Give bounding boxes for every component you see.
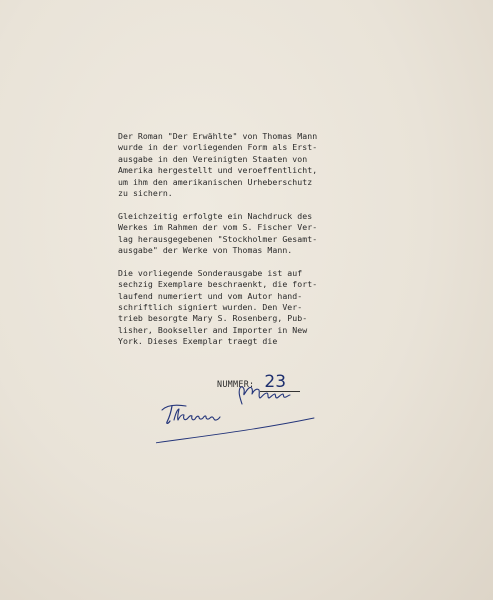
paragraph-2 [118, 211, 388, 257]
text-line: Der Roman "Der Erwählte" von Thomas Mann [118, 131, 318, 141]
signature-underline [156, 418, 314, 446]
text-line: lisher, Bookseller and Importer in New [118, 324, 308, 335]
text-line: laufend numeriert und vom Autor hand- [118, 290, 303, 301]
text-line: Werkes im Rahmen der vom S. Fischer Ver- [118, 222, 318, 233]
text-line: zu sichern. [118, 188, 173, 199]
text-line: um ihm den amerikanischen Urheberschutz [118, 176, 313, 187]
text-line: lag herausgegebenen "Stockholmer Gesamt- [118, 233, 318, 244]
text-line: sechzig Exemplare beschraenkt, die fort- [118, 279, 318, 290]
signature-last-name-stroke [239, 387, 290, 404]
signature-first-name-stroke [162, 405, 186, 410]
text-line: trieb besorgte Mary S. Rosenberg, Pub- [118, 313, 308, 324]
colophon-text [118, 131, 388, 359]
text-line: ausgabe" der Werke von Thomas Mann. [118, 245, 293, 256]
paragraph-3 [118, 268, 388, 348]
text-line: Die vorliegende Sonderausgabe ist auf [118, 267, 303, 278]
paragraph-1 [118, 131, 388, 199]
text-line: Gleichzeitig erfolgte ein Nachdruck des [118, 210, 313, 221]
number-label: NUMMER: [217, 379, 255, 389]
signature-first-name-stroke [174, 409, 220, 420]
text-line: wurde in der vorliegenden Form als Erst- [118, 142, 318, 153]
author-signature [156, 376, 316, 450]
text-line: York. Dieses Exemplar traegt die [118, 336, 278, 347]
signature-first-name-stroke [167, 406, 172, 423]
text-line: Amerika hergestellt und veroeffentlicht, [118, 165, 318, 176]
number-value: 23 [260, 373, 300, 392]
text-line: schriftlich signiert wurden. Den Ver- [118, 302, 303, 313]
text-line: ausgabe in den Vereinigten Staaten von [118, 153, 308, 164]
